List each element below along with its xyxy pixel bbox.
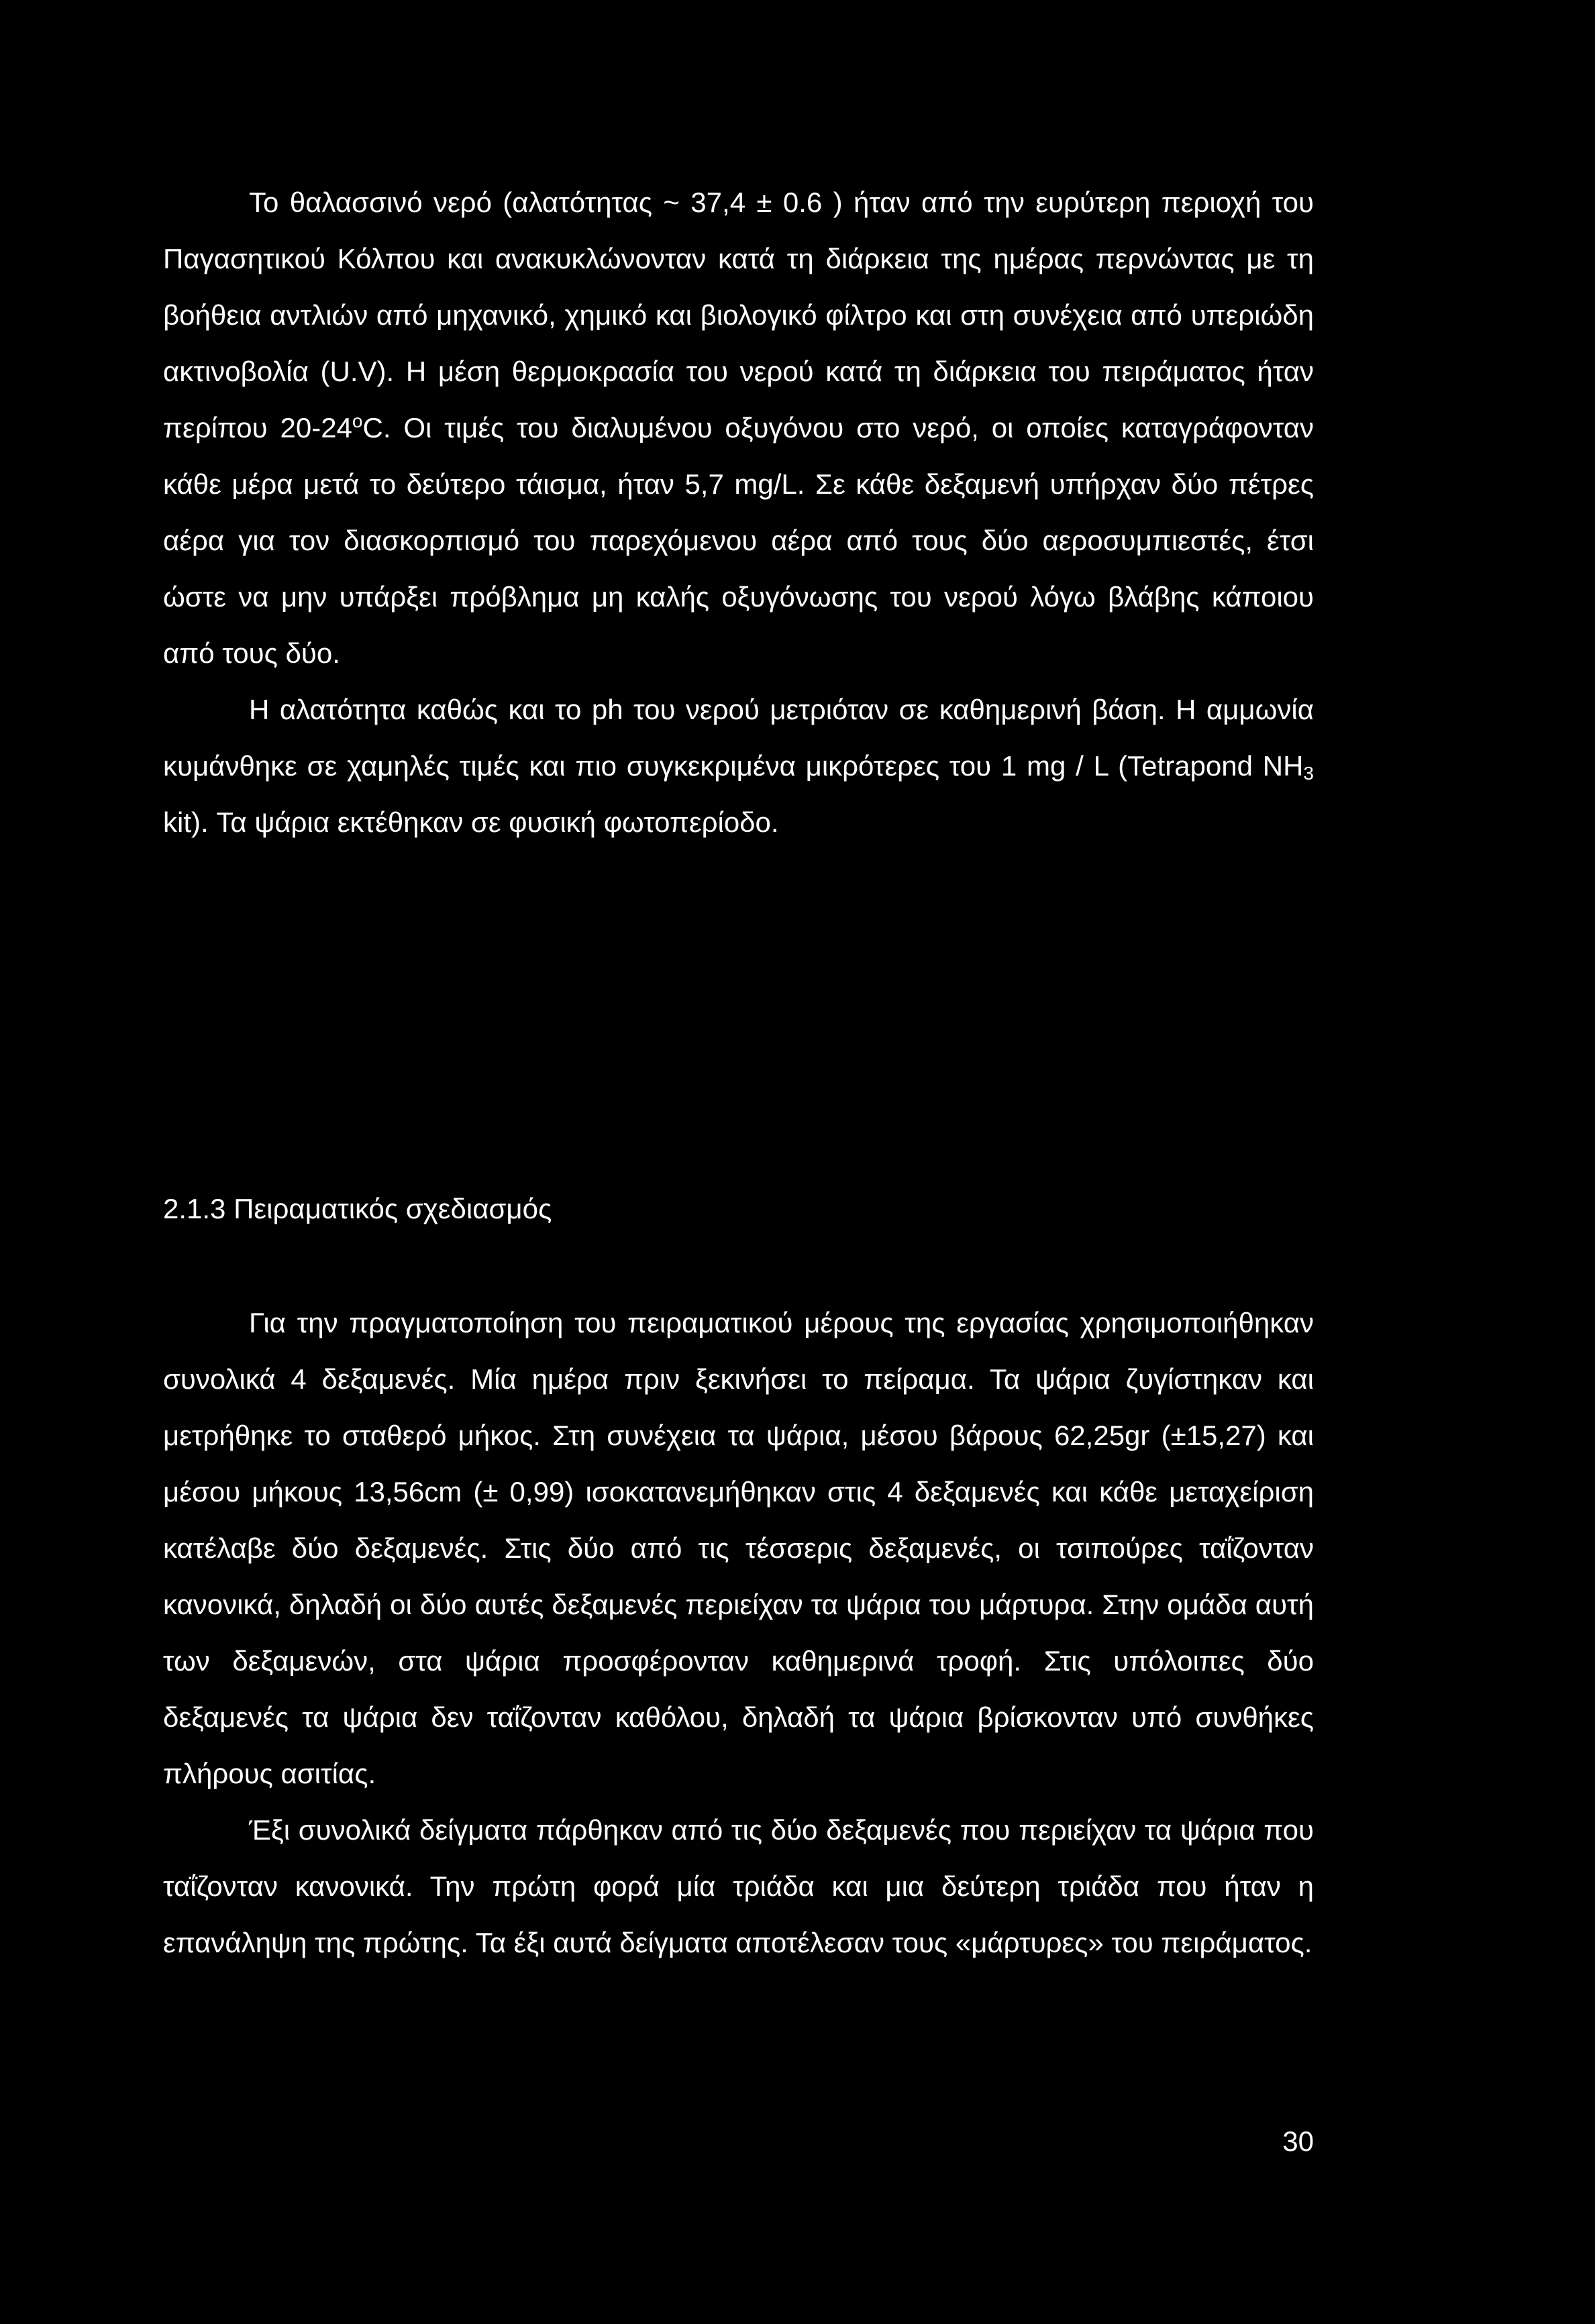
section-heading: 2.1.3 Πειραματικός σχεδιασμός <box>163 1193 552 1224</box>
section-experimental-design <box>163 1295 1314 1971</box>
ammonia-subscript: 3 <box>1303 763 1314 784</box>
paragraph-seawater-text-1: Το θαλασσινό νερό (αλατότητας ~ 37,4 ± 0.6 ) ήταν από την ευρύτερη περιοχή του Παγασητικού Κόλπου και ανακυκλώνονταν κατά τη διάρκεια της ημέρας περνώντας με τη βοήθεια αντλιών από μηχανικό, χημικό και βιολογικό φίλτρο και στη συνέχεια από υπεριώδη ακτινοβολία (U.V). Η μέση θερμοκρασία του νερού κατά τη διάρκεια του πειράματος ήταν περίπου 20-24 <box>163 187 1314 443</box>
paragraph-salinity-text-1: Η αλατότητα καθώς και το ph του νερού μετριόταν σε καθημερινή βάση. Η αμμωνία κυμάνθηκε σε χαμηλές τιμές και πιο συγκεκριμένα μικρότερες του 1 mg / L (Tetrapond NH <box>163 694 1314 782</box>
page-number: 30 <box>1282 2125 1314 2157</box>
document-page <box>163 174 1314 1958</box>
paragraph-design: Για την πραγματοποίηση του πειραματικού μέρους της εργασίας χρησιμοποιήθηκαν συνολικά 4 δεξαμενές. Μία ημέρα πριν ξεκινήσει το πείραμα. Τα ψάρια ζυγίστηκαν και μετρήθηκε το σταθερό μήκος. Στη συνέχεια τα ψάρια, μέσου βάρους 62,25gr (±15,27) και μέσου μήκους 13,56cm (± 0,99) ισοκατανεμήθηκαν στις 4 δεξαμενές και κάθε μεταχείριση κατέλαβε δύο δεξαμενές. Στις δύο από τις τέσσερις δεξαμενές, οι τσιπούρες ταΐζονταν κανονικά, δηλαδή οι δύο αυτές δεξαμενές περιείχαν τα ψάρια του μάρτυρα. Στην ομάδα αυτή των δεξαμενών, στα ψάρια προσφέρονταν καθημερινά τροφή. Στις υπόλοιπες δύο δεξαμενές τα ψάρια δεν ταΐζονταν καθόλου, δηλαδή τα ψάρια βρίσκονταν υπό συνθήκες πλήρους ασιτίας. <box>163 1307 1314 1789</box>
paragraph-samples: Έξι συνολικά δείγματα πάρθηκαν από τις δύο δεξαμενές που περιείχαν τα ψάρια που ταΐζονταν κανονικά. Την πρώτη φορά μία τριάδα και μια δεύτερη τριάδα που ήταν η επανάληψη της πρώτης. Τα έξι αυτά δείγματα αποτέλεσαν τους «μάρτυρες» του πειράματος. <box>163 1814 1314 1958</box>
degree-symbol: ο <box>352 411 363 431</box>
paragraph-salinity-text-2: kit). Τα ψάρια εκτέθηκαν σε φυσική φωτοπερίοδο. <box>163 806 779 838</box>
paragraph-salinity <box>163 682 1314 851</box>
paragraph-seawater <box>163 174 1314 682</box>
paragraph-seawater-text-2: C. Οι τιμές του διαλυμένου οξυγόνου στο νερό, οι οποίες καταγράφονταν κάθε μέρα μετά το δεύτερο τάισμα, ήταν 5,7 mg/L. Σε κάθε δεξαμενή υπήρχαν δύο πέτρες αέρα για τον διασκορπισμό του παρεχόμενου αέρα από τους δύο αεροσυμπιεστές, έτσι ώστε να μην υπάρξει πρόβλημα μη καλής οξυγόνωσης του νερού λόγω βλάβης κάποιου από τους δύο. <box>163 412 1314 669</box>
